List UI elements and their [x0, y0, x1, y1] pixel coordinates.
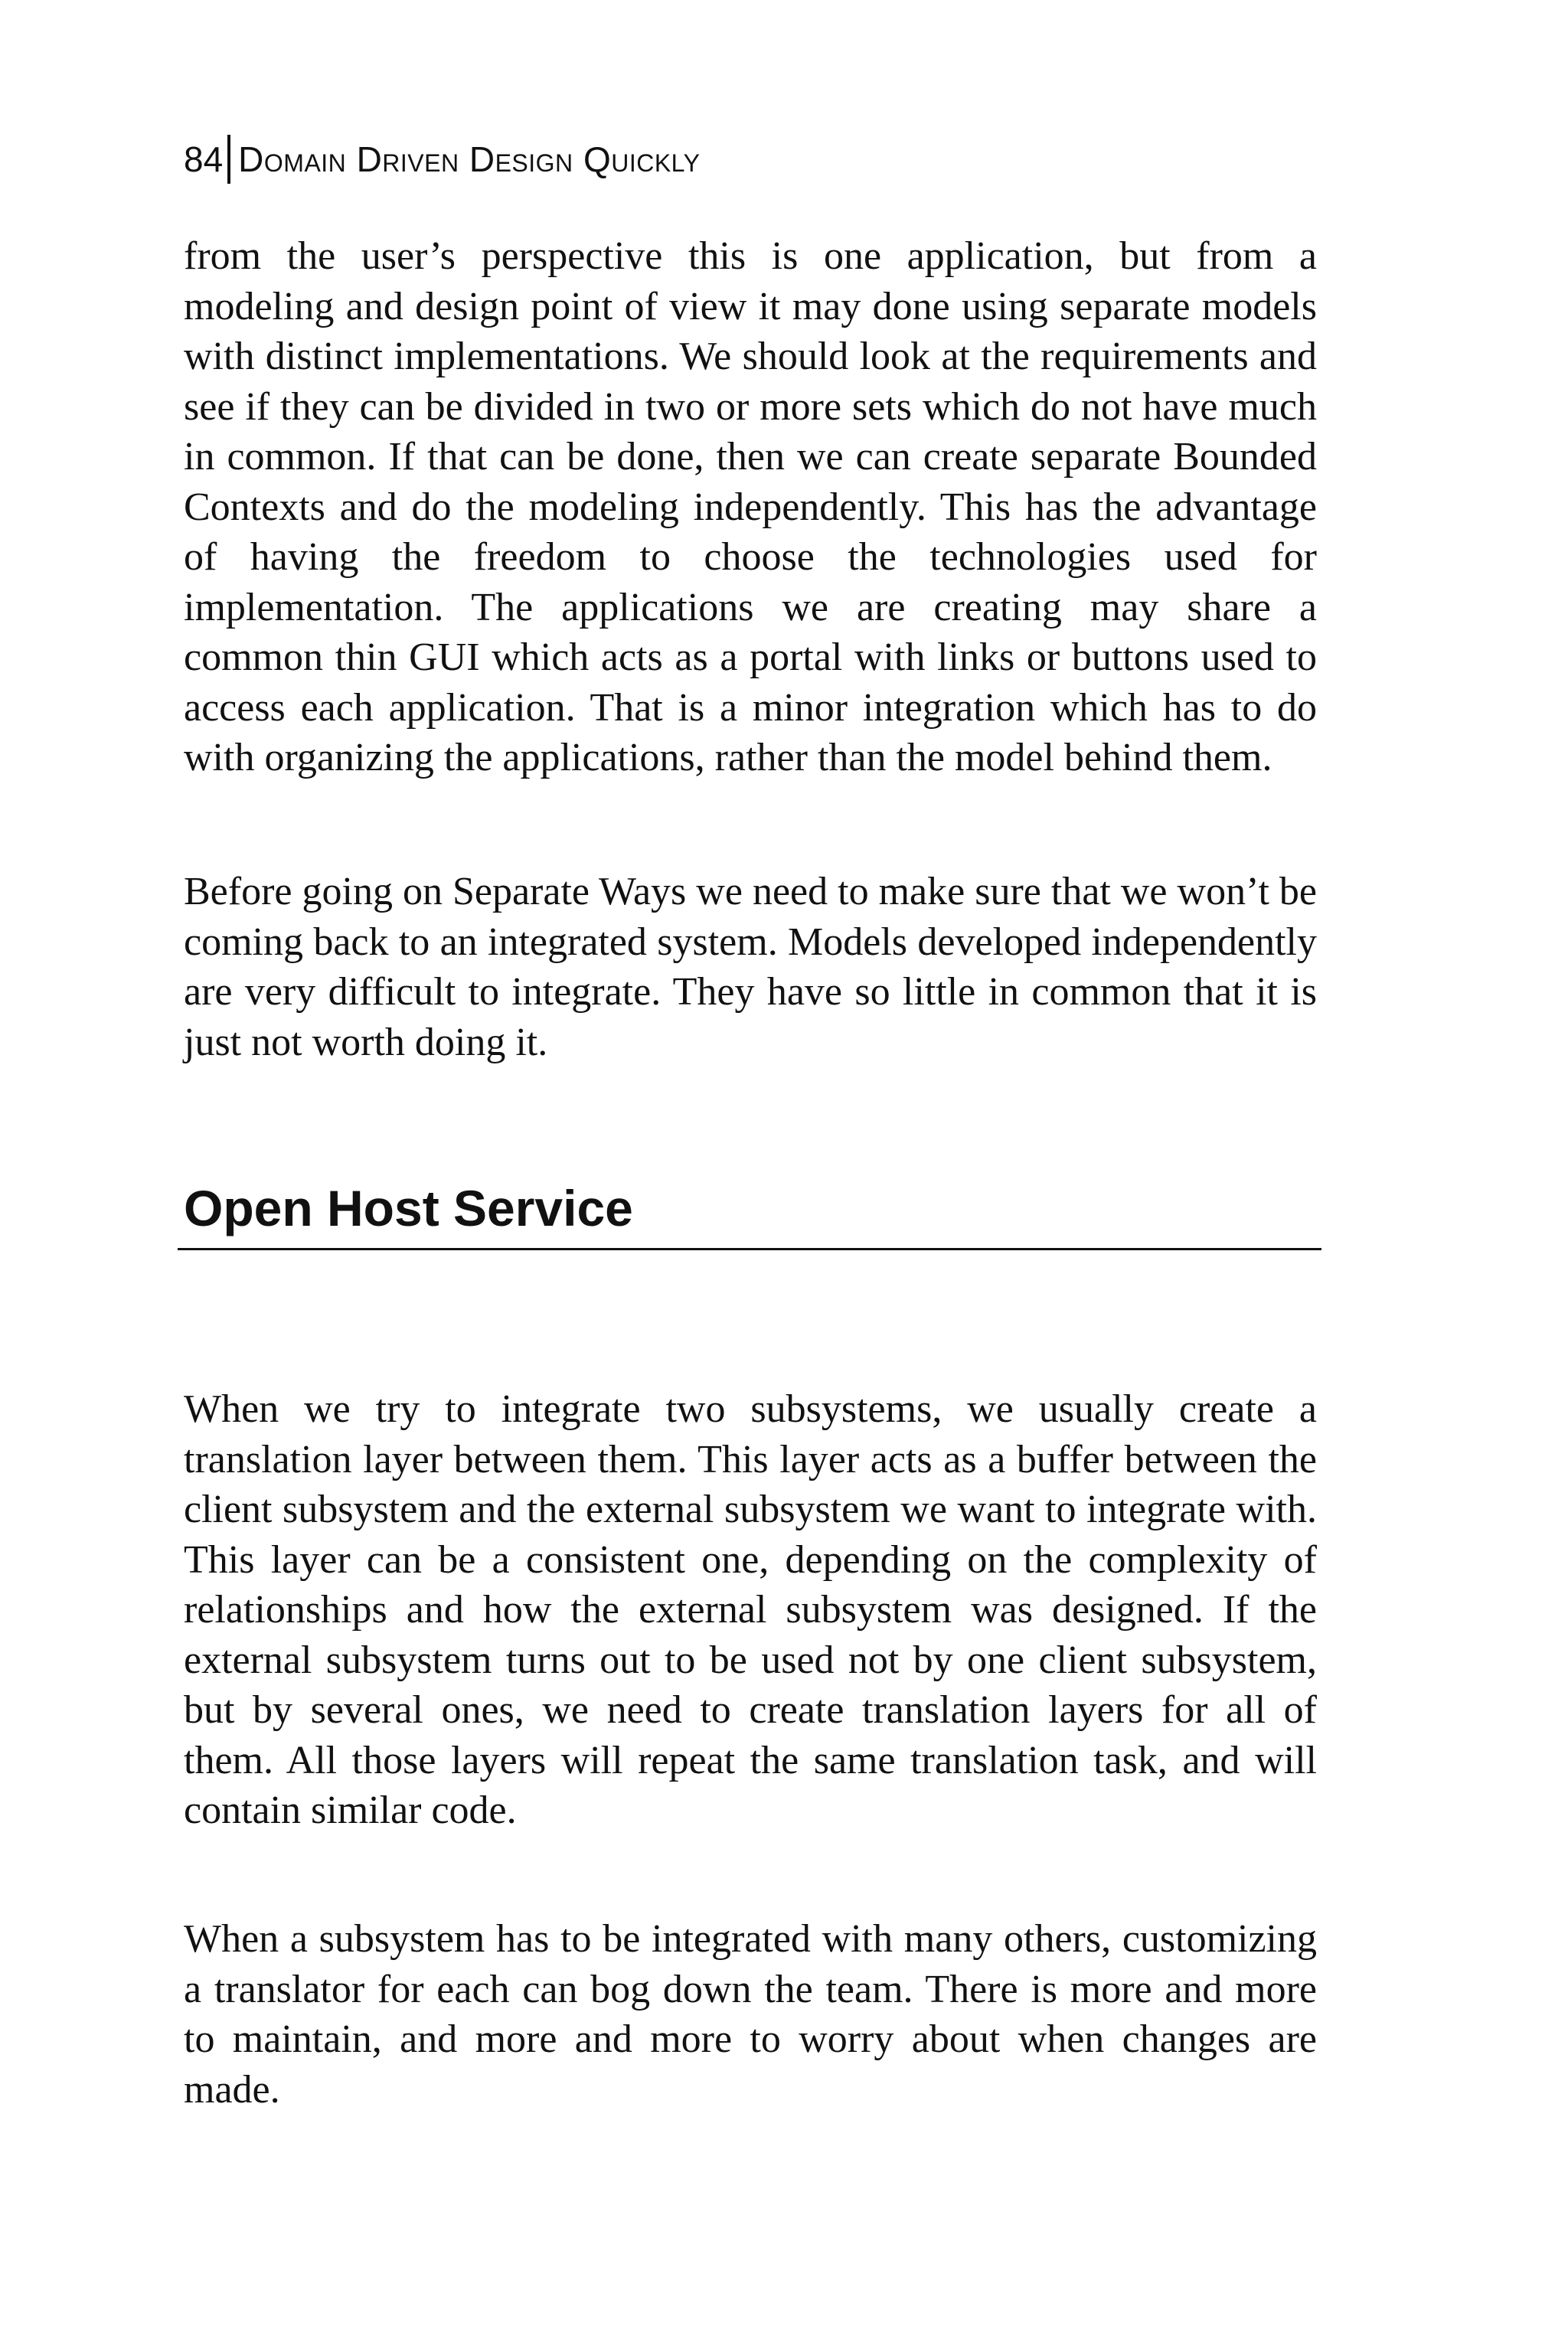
section-heading-open-host-service: Open Host Service	[184, 1180, 633, 1236]
paragraph-translation-layer: When we try to integrate two subsystems, we usually create a translation layer between them. This layer acts as a buffer between the client subsystem and the external subsystem we want to integrate with. This layer can be a consistent one, depending on the complexity of relationships and how the external subsystem was designed. If the external subsystem turns out to be used not by one client subsystem, but by several ones, we need to create translation layers for all of them. All those layers will repeat the same translation task, and will contain similar code.	[184, 1387, 1317, 1832]
header-divider	[227, 135, 230, 184]
paragraph-separate-ways-continued: from the user’s perspective this is one application, but from a modeling and design point of view it may done using separate models with distinct implementations. We should look at the requirements and see if they can be divided in two or more sets which do not have much in common. If that can be done, then we can create separate Bounded Contexts and do the modeling independently. This has the advantage of having the freedom to choose the technologies used for implementation. The applications we are creating may share a common thin GUI which acts as a portal with links or buttons used to access each application. That is a minor integration which has to do with organizing the applications, rather than the model behind them.	[184, 234, 1317, 779]
paragraph-many-integrations: When a subsystem has to be integrated with many others, customizing a translator for each can bog down the team. There is more and more to maintain, and more and more to worry about when changes are made.	[184, 1917, 1317, 2112]
book-title: Domain Driven Design Quickly	[238, 139, 701, 179]
paragraph-separate-ways-caution: Before going on Separate Ways we need to make sure that we won’t be coming back to an integrated system. Models developed independently are very difficult to integrate. They have so little in common that it is just not worth doing it.	[184, 870, 1317, 1064]
section-heading-rule	[178, 1248, 1321, 1250]
page-number: 84	[184, 139, 224, 179]
running-header	[184, 135, 700, 184]
